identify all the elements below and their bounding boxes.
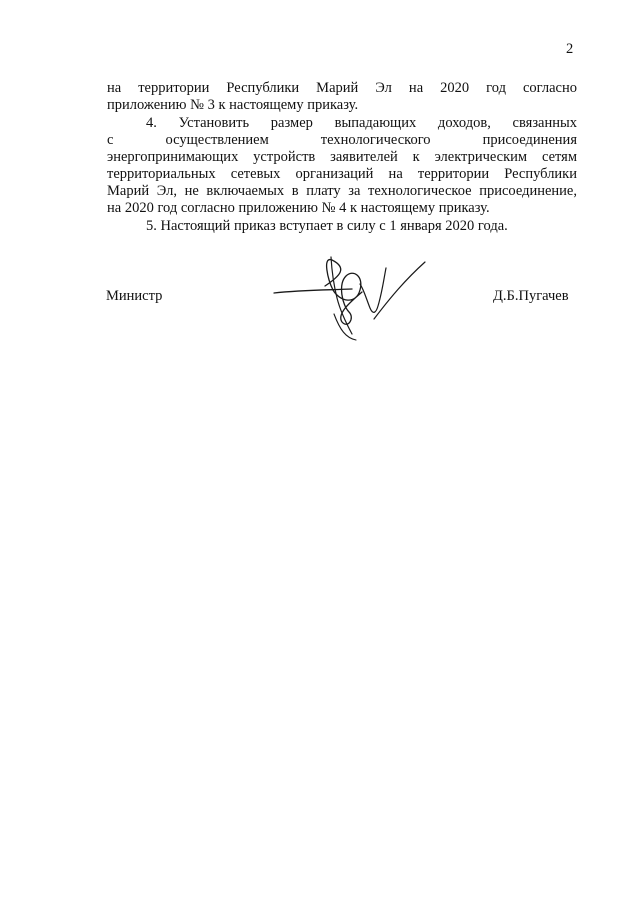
handwritten-signature	[270, 250, 440, 342]
body-line: энергопринимающих устройств заявителей к электрическим сетям	[107, 149, 577, 165]
signatory-name: Д.Б.Пугачев	[493, 288, 569, 304]
body-line: на территории Республики Марий Эл на 2020 год согласно	[107, 80, 577, 96]
body-line: 4. Установить размер выпадающих доходов, связанных	[146, 115, 577, 131]
body-line: Марий Эл, не включаемых в плату за технологическое присоединение,	[107, 183, 577, 199]
body-line: территориальных сетевых организаций на территории Республики	[107, 166, 577, 182]
body-line: 5. Настоящий приказ вступает в силу с 1 января 2020 года.	[146, 218, 508, 234]
body-line: приложению № 3 к настоящему приказу.	[107, 97, 359, 113]
body-line: на 2020 год согласно приложению № 4 к настоящему приказу.	[107, 200, 490, 216]
body-line: с осуществлением технологического присоединения	[107, 132, 577, 148]
signatory-title: Министр	[106, 288, 163, 304]
page-number: 2	[566, 41, 574, 57]
